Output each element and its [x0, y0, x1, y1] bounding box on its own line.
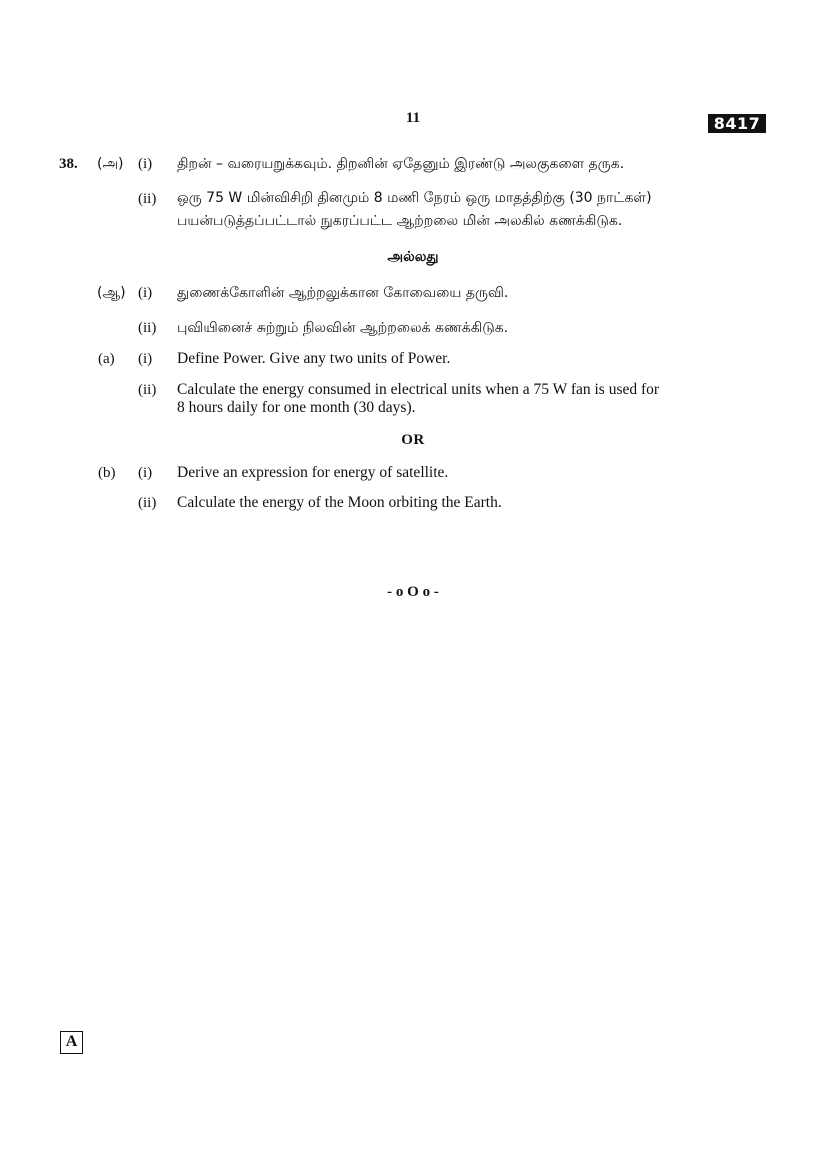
version-box: A: [60, 1031, 83, 1054]
tamil-a-ii-line1: ஒரு 75 W மின்விசிறி தினமும் 8 மணி நேரம் ஒரு மாதத்திற்கு (30 நாட்கள்): [177, 190, 652, 206]
english-a-ii-line1: Calculate the energy consumed in electrical units when a 75 W fan is used for: [177, 381, 660, 398]
english-a-i-text: Define Power. Give any two units of Power.: [177, 350, 451, 367]
english-b-i-label: (i): [138, 465, 153, 481]
tamil-b-ii-label: (ii): [138, 320, 157, 336]
english-a-i-label: (i): [138, 351, 153, 367]
english-a-ii-line2: 8 hours daily for one month (30 days).: [177, 399, 416, 416]
english-or-separator: OR: [401, 432, 425, 448]
tamil-a-ii-line2: பயன்படுத்தப்பட்டால் நுகரப்பட்ட ஆற்றலை மின் அலகில் கணக்கிடுக.: [177, 213, 623, 229]
tamil-a-i-label: (i): [138, 156, 153, 172]
english-a-label: (a): [98, 351, 115, 367]
tamil-a-label: (அ): [97, 156, 124, 172]
question-number: 38.: [59, 156, 78, 172]
tamil-b-ii-text: புவியினைச் சுற்றும் நிலவின் ஆற்றலைக் கணக்கிடுக.: [177, 320, 509, 336]
english-b-ii-text: Calculate the energy of the Moon orbiting the Earth.: [177, 494, 502, 511]
tamil-a-i-text: திறன் – வரையறுக்கவும். திறனின் ஏதேனும் இரண்டு அலகுகளை தருக.: [177, 156, 625, 172]
end-of-paper-mark: - o O o -: [387, 584, 439, 600]
english-b-i-text: Derive an expression for energy of satellite.: [177, 464, 449, 481]
page-number: 11: [405, 110, 421, 126]
english-b-label: (b): [98, 465, 116, 481]
tamil-b-i-text: துணைக்கோளின் ஆற்றலுக்கான கோவையை தருவி.: [177, 285, 509, 301]
paper-code-badge: 8417: [708, 114, 766, 133]
tamil-a-ii-label: (ii): [138, 191, 157, 207]
tamil-b-label: (ஆ): [97, 285, 126, 301]
english-a-ii-label: (ii): [138, 382, 157, 398]
tamil-b-i-label: (i): [138, 285, 153, 301]
tamil-or-separator: அல்லது: [387, 249, 439, 265]
english-b-ii-label: (ii): [138, 495, 157, 511]
